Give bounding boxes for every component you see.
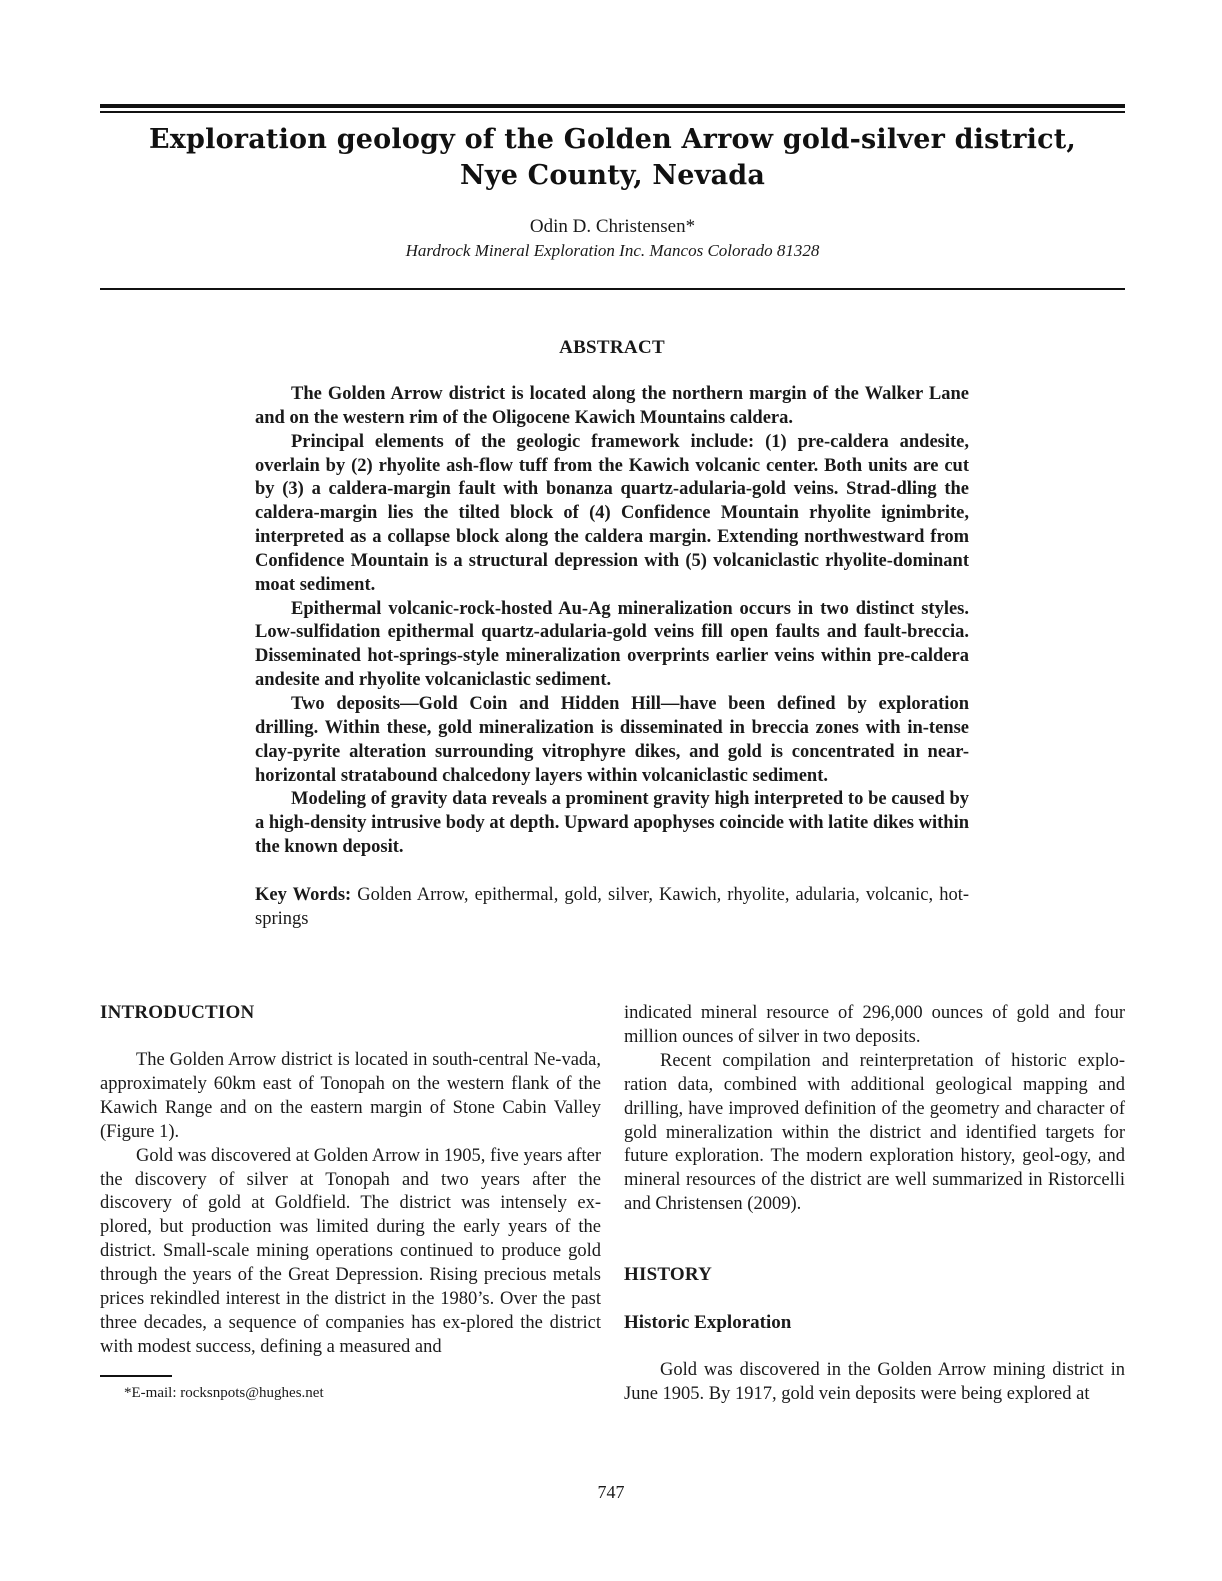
title-line-1: Exploration geology of the Golden Arrow gold-silver district, [148, 124, 1076, 155]
header-double-rule [100, 104, 1125, 113]
abstract-paragraph: Two deposits—Gold Coin and Hidden Hill—have been defined by exploration drilling. Within these, gold mineralization is disseminated in breccia zones with in-tense clay-pyrite alteration surrounding vitrophyre dikes, and gold is concentrated in near-horizontal stratabound chalcedony layers within volcaniclastic sediment. [255, 693, 969, 786]
abstract-heading: ABSTRACT [559, 337, 665, 358]
history-paragraph: Gold was discovered in the Golden Arrow mining district in June 1905. By 1917, gold vein deposits were being explored at [624, 1360, 1125, 1404]
abstract-paragraph: Epithermal volcanic-rock-hosted Au-Ag mineralization occurs in two distinct styles. Low-sulfidation epithermal quartz-adularia-gold veins fill open faults and fault-breccia. Disseminated hot-springs-style mineralization overprints earlier veins within pre-caldera andesite and rhyolite volcaniclastic sediment. [255, 598, 969, 691]
history-heading: HISTORY [624, 1264, 713, 1285]
history-body [624, 1359, 1125, 1407]
author-name: Odin D. Christensen* [529, 216, 696, 237]
introduction-body [100, 1049, 601, 1360]
title-line-2: Nye County, Nevada [459, 160, 766, 191]
keywords-label: Key Words: [255, 885, 352, 905]
page-number: 747 [597, 1482, 625, 1502]
footnote-email: *E-mail: rocksnpots@hughes.net [124, 1385, 324, 1401]
author-affiliation: Hardrock Mineral Exploration Inc. Mancos Colorado 81328 [405, 241, 820, 260]
introduction-paragraph: The Golden Arrow district is located in south-central Ne-vada, approximately 60km east of Tonopah on the western flank of the Kawich Range and on the eastern margin of Stone Cabin Valley (Figure 1). [100, 1050, 601, 1142]
introduction-paragraph: Recent compilation and reinterpretation of historic explo-ration data, combined with additional geological mapping and drilling, have improved definition of the geometry and character of gold mineralization within the district and identified targets for future exploration. The modern exploration history, geol-ogy, and mineral resources of the district are well summarized in Ristorcelli and Christensen (2009). [624, 1050, 1125, 1215]
abstract-paragraph: Modeling of gravity data reveals a prominent gravity high interpreted to be caused by a high-density intrusive body at depth. Upward apophyses coincide with latite dikes within the known deposit. [255, 789, 969, 858]
abstract-paragraph: The Golden Arrow district is located along the northern margin of the Walker Lane and on the western rim of the Oligocene Kawich Mountains caldera. [255, 384, 969, 428]
keywords-text: Golden Arrow, epithermal, gold, silver, Kawich, rhyolite, adularia, volcanic, hot-springs [255, 885, 969, 929]
paper-title [100, 122, 1125, 194]
introduction-heading: INTRODUCTION [100, 1002, 255, 1023]
introduction-continuation: indicated mineral resource of 296,000 ounces of gold and four million ounces of silver in two deposits. [624, 1003, 1125, 1047]
right-column-body [624, 1002, 1125, 1217]
abstract-body [255, 383, 969, 860]
footnote-rule [100, 1375, 172, 1377]
abstract-paragraph: Principal elements of the geologic framework include: (1) pre-caldera andesite, overlain by (2) rhyolite ash-flow tuff from the Kawich volcanic center. Both units are cut by (3) a caldera-margin fault with bonanza quartz-adularia-gold veins. Strad-dling the caldera-margin lies the tilted block of (4) Confidence Mountain rhyolite ignimbrite, interpreted as a collapse block along the caldera margin. Extending northwestward from Confidence Mountain is a structural depression with (5) volcaniclastic rhyolite-dominant moat sediment. [255, 431, 969, 595]
header-bottom-rule [100, 288, 1125, 290]
keywords [255, 883, 969, 931]
historic-exploration-subheading: Historic Exploration [624, 1312, 792, 1333]
introduction-paragraph: Gold was discovered at Golden Arrow in 1905, five years after the discovery of silver at Tonopah and two years after the discovery of gold at Goldfield. The district was intensely ex-plored, but production was limited during the early years of the district. Small-scale mining operations continued to produce gold through the years of the Great Depression. Rising precious metals prices rekindled interest in the district in the 1980’s. Over the past three decades, a sequence of companies has ex-plored the district with modest success, defining a measured and [100, 1145, 601, 1357]
